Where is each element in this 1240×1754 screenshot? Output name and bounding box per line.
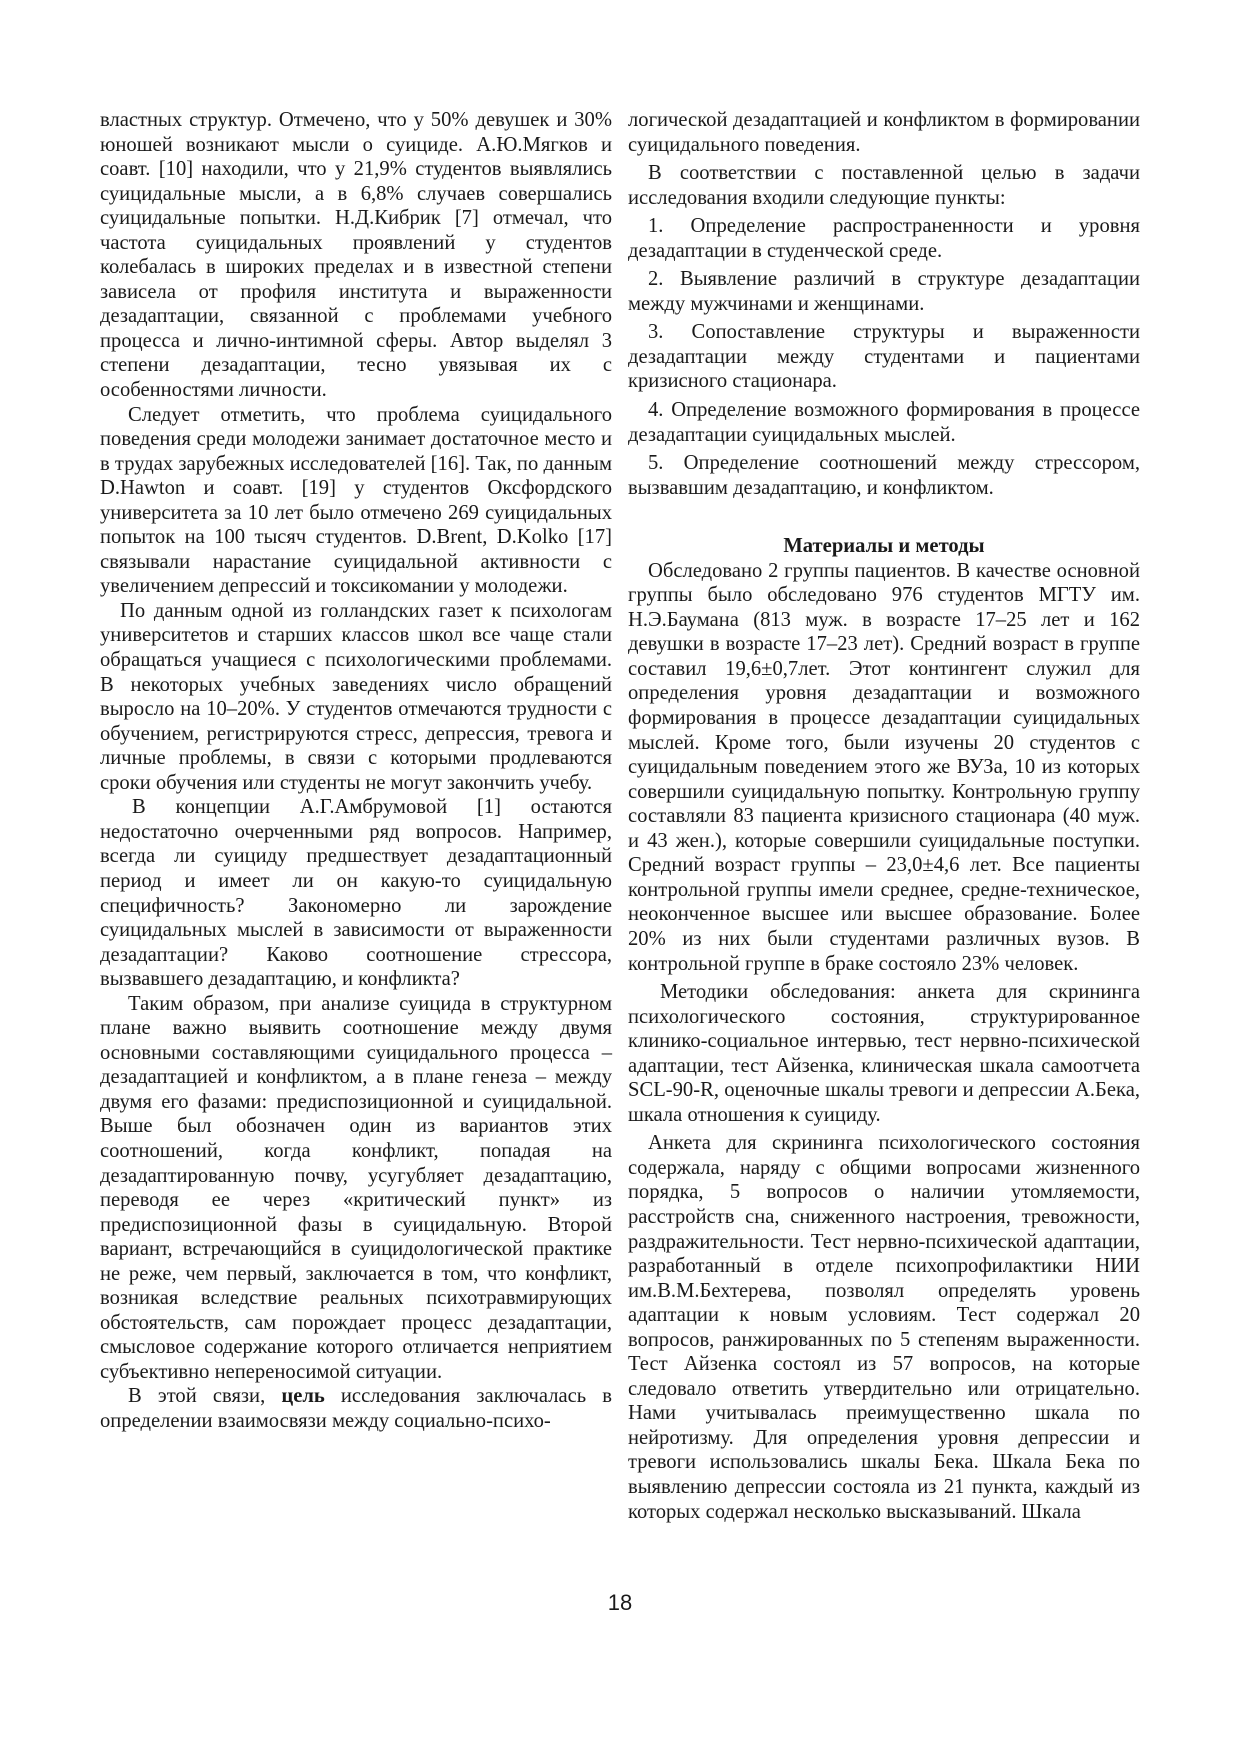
- paragraph: В соответствии с поставленной целью в задачи исследования входили следующие пункты:: [628, 162, 1140, 209]
- task-item: 5. Определение соотношений между стрессором, вызвавшим дезадаптацию, и конфликтом.: [628, 452, 1140, 499]
- text-run: В этой связи,: [128, 1385, 282, 1408]
- task-item: 1. Определение распространенности и уровня дезадаптации в студенческой среде.: [628, 215, 1140, 262]
- paragraph-goal: [100, 1384, 612, 1433]
- right-column: [628, 108, 1140, 1524]
- text-run: исследования заключалась в определении взаимосвязи между социально-психо-: [100, 1385, 612, 1432]
- task-item: 4. Определение возможного формирования в процессе дезадаптации суицидальных мыслей.: [628, 399, 1140, 446]
- paragraph: Обследовано 2 группы пациентов. В качестве основной группы было обследовано 976 студентов МГТУ им. Н.Э.Баумана (813 муж. в возрасте 17–25 лет и 162 девушки в возрасте 17–23 лет). Средний возраст в группе составил 19,6±0,7лет. Этот контингент служил для определения уровня дезадаптации и возможного формирования в процессе дезадаптации суицидальных мыслей. Кроме того, были изучены 20 студентов с суицидальным поведением этого же ВУЗа, 10 из которых совершили суицидальную попытку. Контрольную группу составляли 83 пациента кризисного стационара (40 муж. и 43 жен.), которые совершили суицидальные поступки. Средний возраст группы – 23,0±4,6 лет. Все пациенты контрольной группы имели среднее, средне-техническое, неоконченное высшее или высшее образование. Более 20% из них были студентами различных вузов. В контрольной группе в браке состояло 23% человек.: [628, 559, 1140, 975]
- paragraph: властных структур. Отмечено, что у 50% девушек и 30% юношей возникают мысли о суициде. А.Ю.Мягков и соавт. [10] находили, что у 21,9% студентов выявлялись суицидальные мысли, а в 6,8% случаев совершались суицидальные попытки. Н.Д.Кибрик [7] отмечал, что частота суицидальных проявлений у студентов колебалась в широких пределах и в известной степени зависела от профиля института и выраженности дезадаптации, связанной с проблемами учебного процесса и лично-интимной сферы. Автор выделял 3 степени дезадаптации, тесно увязывая их с особенностями личности.: [100, 109, 612, 402]
- paragraph: Анкета для скрининга психологического состояния содержала, наряду с общими вопросами жизненного порядка, 5 вопросов о наличии утомляемости, расстройств сна, сниженного настроения, тревожности, раздражительности. Тест нервно-психической адаптации, разработанный в отделе психопрофилактики НИИ им.В.М.Бехтерева, позволял определять уровень адаптации к новым условиям. Тест содержал 20 вопросов, ранжированных по 5 степеням выраженности. Тест Айзенка состоял из 57 вопросов, на которые следовало ответить утвердительно или отрицательно. Нами учитывалась преимущественно шкала по нейротизму. Для определения уровня депрессии и тревоги использовались шкалы Бека. Шкала Бека по выявлению депрессии состояла из 21 пункта, каждый из которых содержал несколько высказываний. Шкала: [628, 1132, 1140, 1523]
- section-heading: Материалы и методы: [783, 535, 985, 558]
- paragraph: В концепции А.Г.Амбрумовой [1] остаются недостаточно очерченными ряд вопросов. Например, всегда ли суициду предшествует дезадаптационный период и имеет ли он какую-то суицидальную специфичность? Закономерно ли зарождение суицидальных мыслей в зависимости от выраженности дезадаптации? Каково соотношение стрессора, вызвавшего дезадаптацию, и конфликта?: [100, 796, 612, 991]
- left-column: [100, 108, 612, 1434]
- task-item: 3. Сопоставление структуры и выраженности дезадаптации между студентами и пациентами кризисного стационара.: [628, 321, 1140, 393]
- paragraph: Методики обследования: анкета для скрининга психологического состояния, структурированное клинико-социальное интервью, тест нервно-психической адаптации, тест Айзенка, клиническая шкала самоотчета SCL-90-R, оценочные шкалы тревоги и депрессии А.Бека, шкала отношения к суициду.: [628, 981, 1140, 1126]
- page-number: 18: [607, 1590, 633, 1615]
- task-item: 2. Выявление различий в структуре дезадаптации между мужчинами и женщинами.: [628, 268, 1140, 315]
- paragraph: Следует отметить, что проблема суицидального поведения среди молодежи занимает достаточное место и в трудах зарубежных исследователей [16]. Так, по данным D.Hawton и соавт. [19] у студентов Оксфордского университета за 10 лет было отмечено 269 суицидальных попыток на 100 тысяч студентов. D.Brent, D.Kolko [17] связывали нарастание суицидальной активности с увеличением депрессий и токсикомании у молодежи.: [100, 403, 612, 598]
- bold-term: цель: [281, 1385, 325, 1408]
- paragraph: По данным одной из голландских газет к психологам университетов и старших классов школ все чаще стали обращаться учащиеся с психологическими проблемами. В некоторых учебных заведениях число обращений выросло на 10–20%. У студентов отмечаются трудности с обучением, регистрируются стресс, депрессия, тревога и личные проблемы, в связи с которыми продлеваются сроки обучения или студенты не могут закончить учебу.: [100, 599, 612, 794]
- paragraph: Таким образом, при анализе суицида в структурном плане важно выявить соотношение между двумя основными составляющими суицидального процесса – дезадаптацией и конфликтом, а в плане генеза – между двумя его фазами: предиспозиционной и суицидальной. Выше был обозначен один из вариантов этих соотношений, когда конфликт, попадая на дезадаптированную почву, усугубляет дезадаптацию, переводя ее через «критический пункт» из предиспозиционной фазы в суицидальную. Второй вариант, встречающийся в суицидологической практике не реже, чем первый, заключается в том, что конфликт, возникая вследствие реальных психотравмирующих обстоятельств, сам порождает процесс дезадаптации, смысловое содержание которого отличается неприятием субъективно непереносимой ситуации.: [100, 992, 612, 1383]
- paragraph: логической дезадаптацией и конфликтом в формировании суицидального поведения.: [628, 109, 1140, 156]
